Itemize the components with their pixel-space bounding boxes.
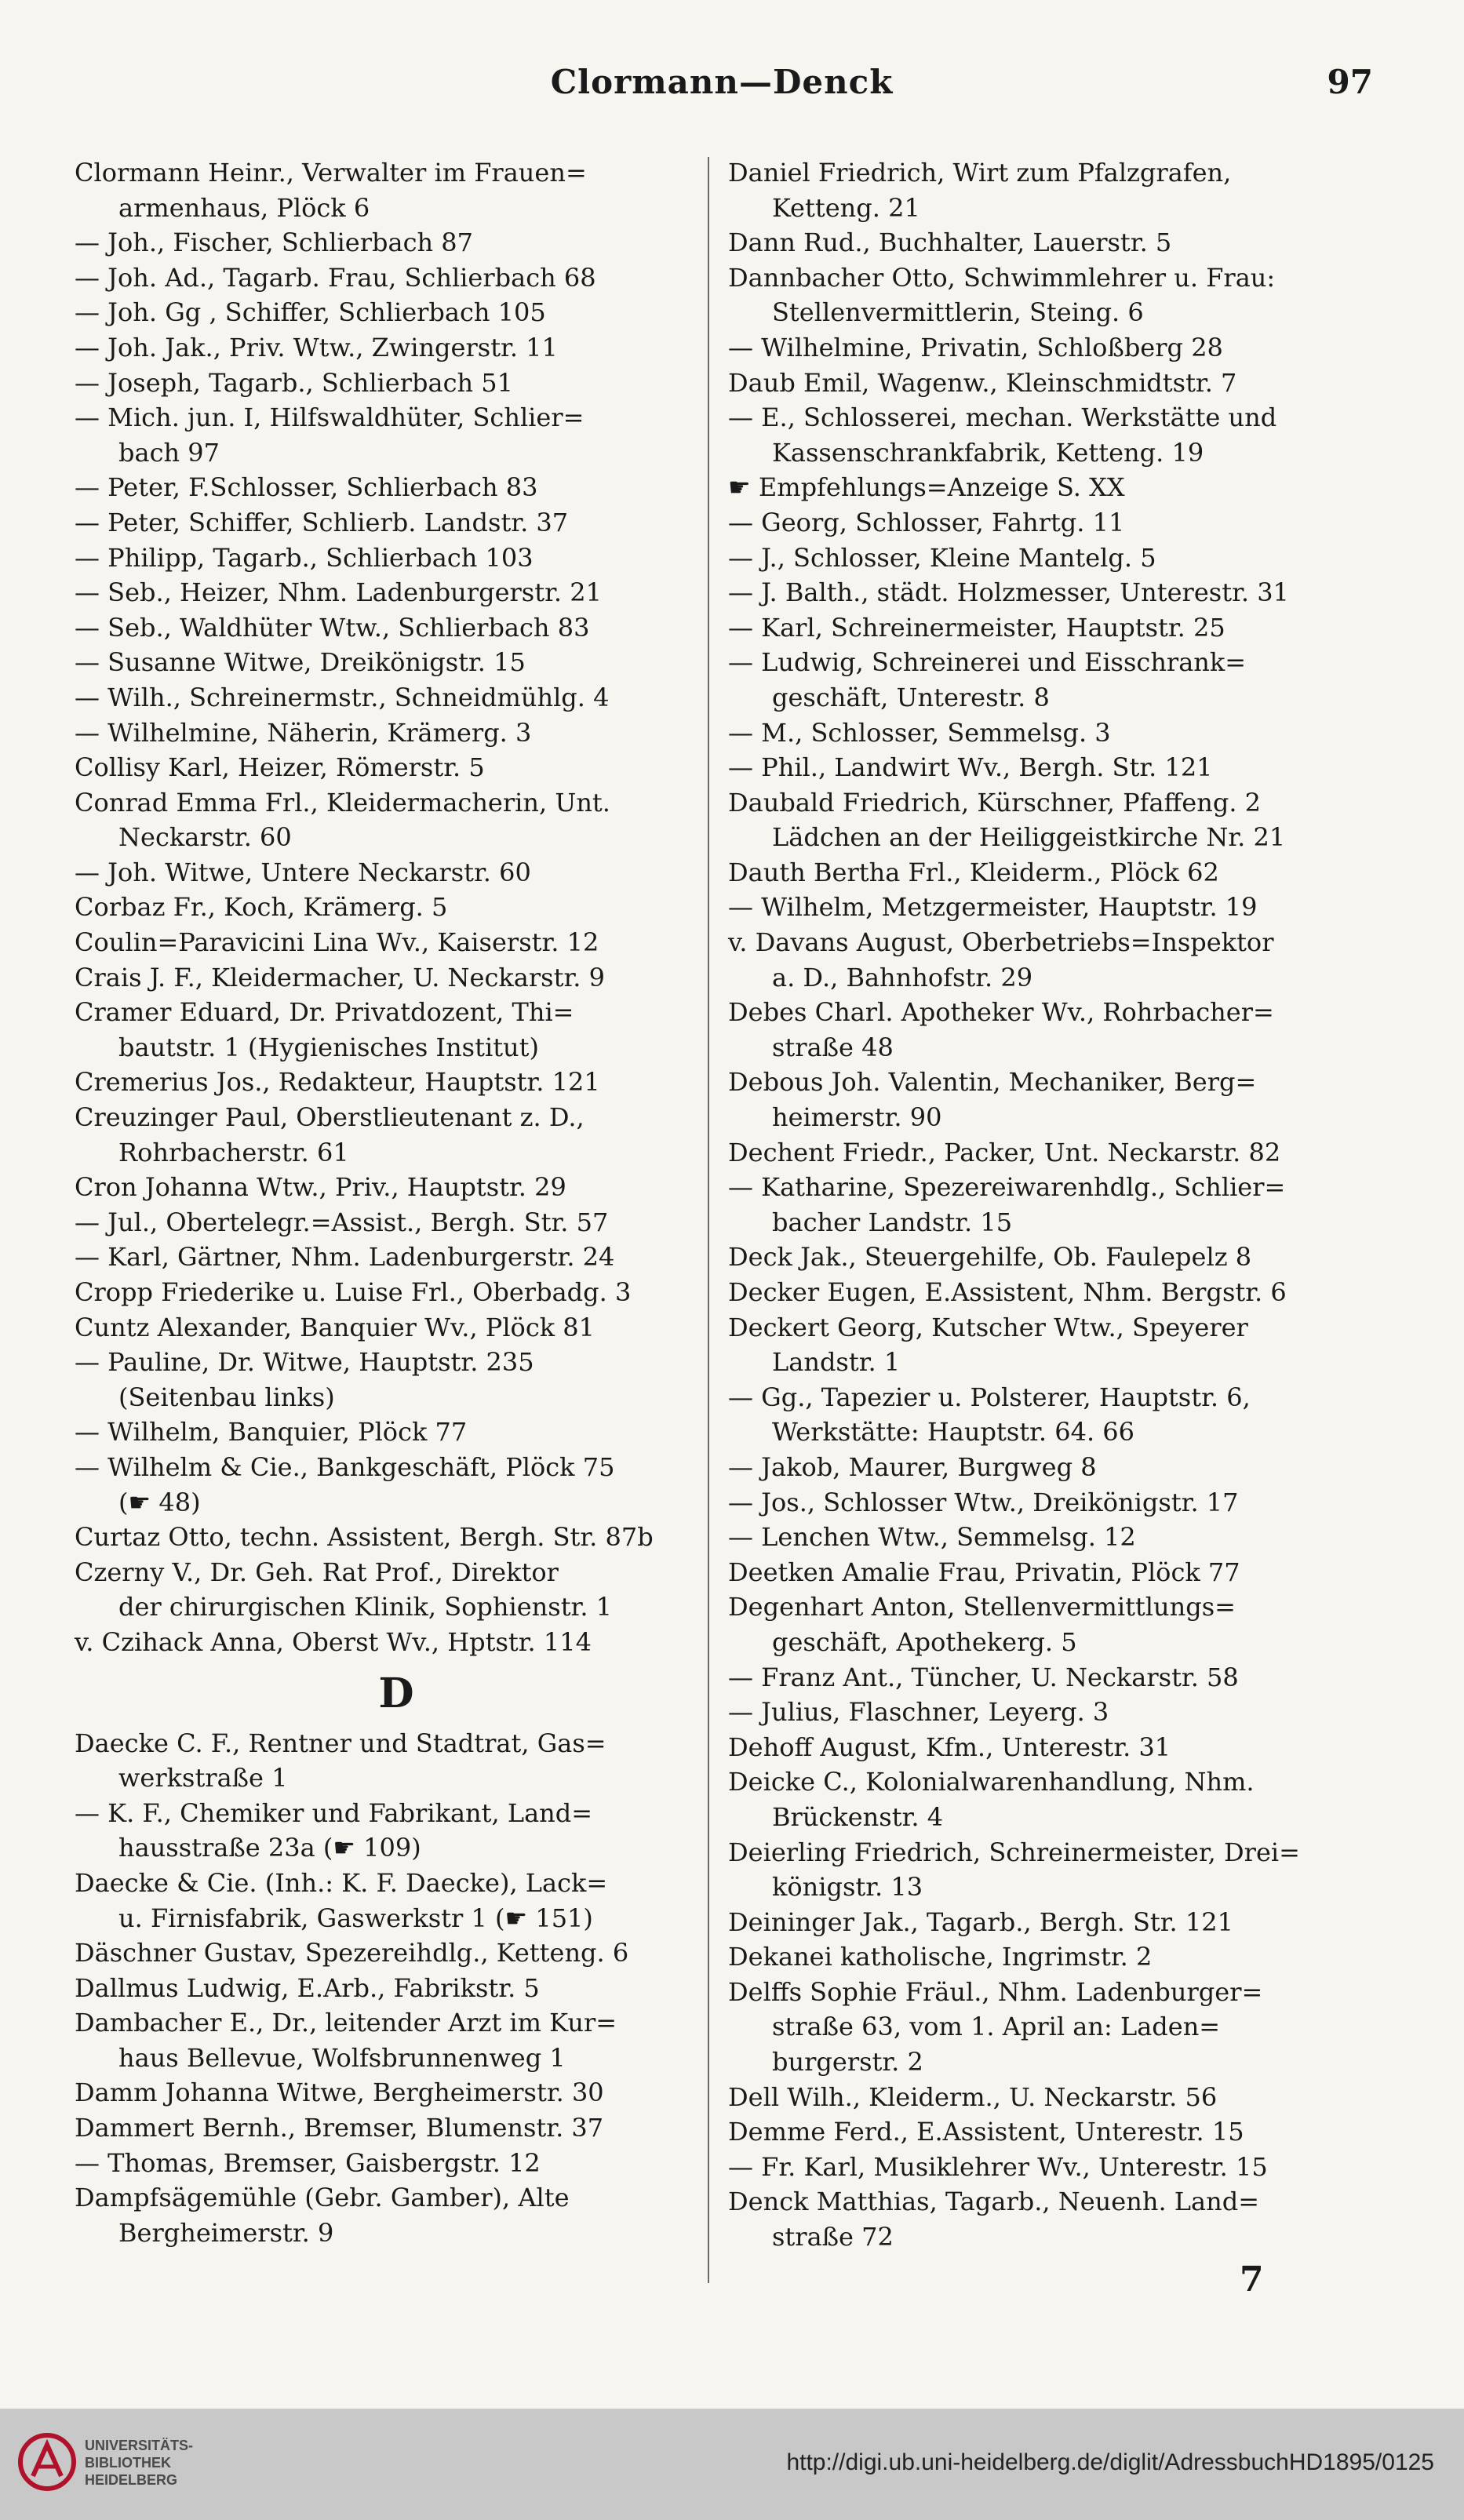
entry-line: — Peter, Schiffer, Schlierb. Landstr. 37 — [75, 507, 569, 537]
directory-entry — [75, 960, 718, 996]
directory-entry — [75, 1866, 718, 1936]
section-letter: D — [378, 1669, 414, 1717]
entry-line: — Phil., Landwirt Wv., Bergh. Str. 121 — [728, 752, 1213, 783]
library-name: UNIVERSITÄTS- BIBLIOTHEK HEIDELBERG — [85, 2438, 194, 2488]
entry-continuation-line: hausstraße 23a (☛ 109) — [118, 1833, 421, 1863]
directory-entry — [728, 1135, 1371, 1171]
entry-line: — J., Schlosser, Kleine Mantelg. 5 — [728, 542, 1156, 573]
entry-continuation-line: königstr. 13 — [772, 1872, 923, 1903]
directory-entry — [728, 1730, 1371, 1765]
entry-line: Dallmus Ludwig, E.Arb., Fabrikstr. 5 — [75, 1972, 540, 2003]
entry-line: Curtaz Otto, techn. Assistent, Bergh. Str. 87b — [75, 1522, 654, 1553]
entry-line: Deininger Jak., Tagarb., Bergh. Str. 121 — [728, 1906, 1233, 1937]
entry-line: — J. Balth., städt. Holzmesser, Unterestr. 31 — [728, 577, 1289, 608]
directory-entry — [728, 225, 1371, 260]
directory-entry — [728, 2184, 1371, 2254]
directory-entry — [728, 1310, 1371, 1380]
entry-continuation-line: Werkstätte: Hauptstr. 64. 66 — [772, 1417, 1134, 1448]
entry-line: — K. F., Chemiker und Fabrikant, Land= — [75, 1797, 593, 1828]
directory-entry — [728, 1835, 1371, 1905]
directory-entry — [75, 1450, 718, 1520]
entry-line: Daecke C. F., Rentner und Stadtrat, Gas= — [75, 1728, 606, 1758]
entry-line: Debous Joh. Valentin, Mechaniker, Berg= — [728, 1067, 1257, 1098]
directory-entry — [75, 1170, 718, 1205]
entry-line: Dannbacher Otto, Schwimmlehrer u. Frau: — [728, 262, 1276, 293]
directory-entry — [75, 400, 718, 470]
directory-entry — [75, 890, 718, 925]
entry-line: Dechent Friedr., Packer, Unt. Neckarstr. 82 — [728, 1137, 1281, 1167]
directory-entry — [728, 1975, 1371, 2080]
entry-line: — Georg, Schlosser, Fahrtg. 11 — [728, 507, 1125, 537]
entry-continuation-line: (☛ 48) — [118, 1487, 201, 1517]
entry-line: Dauth Bertha Frl., Kleiderm., Plöck 62 — [728, 857, 1219, 887]
directory-entry — [728, 400, 1371, 470]
directory-entry — [728, 575, 1371, 610]
directory-entry — [75, 330, 718, 366]
entry-line: — Peter, F.Schlosser, Schlierbach 83 — [75, 472, 538, 503]
directory-entry — [728, 470, 1371, 505]
entry-continuation-line: straße 63, vom 1. April an: Laden= — [772, 2012, 1221, 2042]
directory-entry — [728, 541, 1371, 576]
viewer-footer — [0, 2409, 1464, 2520]
entry-line: Demme Ferd., E.Assistent, Unterestr. 15 — [728, 2117, 1244, 2147]
source-url[interactable]: http://digi.ub.uni-heidelberg.de/diglit/AdressbuchHD1895/0125 — [786, 2449, 1434, 2475]
entry-continuation-line: Kassenschrankfabrik, Ketteng. 19 — [772, 437, 1204, 468]
entry-line: Daub Emil, Wagenw., Kleinschmidtstr. 7 — [728, 367, 1237, 398]
entry-line: v. Czihack Anna, Oberst Wv., Hptstr. 114 — [75, 1626, 592, 1657]
entry-line: — Joh. Jak., Priv. Wtw., Zwingerstr. 11 — [75, 332, 558, 362]
directory-entry — [75, 1100, 718, 1170]
entry-line: Damm Johanna Witwe, Bergheimerstr. 30 — [75, 2078, 604, 2108]
entry-continuation-line: burgerstr. 2 — [772, 2047, 923, 2078]
directory-entry — [75, 1415, 718, 1450]
directory-entry — [728, 2080, 1371, 2115]
entry-line: — Jul., Obertelegr.=Assist., Bergh. Str. 57 — [75, 1207, 609, 1237]
entry-line: Cropp Friederike u. Luise Frl., Oberbadg. 3 — [75, 1277, 632, 1307]
entry-line: ☛ Empfehlungs=Anzeige S. XX — [728, 472, 1125, 503]
entry-line: Clormann Heinr., Verwalter im Frauen= — [75, 158, 587, 188]
entry-line: Daecke & Cie. (Inh.: K. F. Daecke), Lack= — [75, 1867, 608, 1898]
entry-line: — Joh., Fischer, Schlierbach 87 — [75, 228, 473, 258]
entry-continuation-line: armenhaus, Plöck 6 — [118, 192, 370, 223]
directory-entry — [728, 1764, 1371, 1834]
directory-entry — [728, 1905, 1371, 1940]
entry-line: Daniel Friedrich, Wirt zum Pfalzgrafen, — [728, 158, 1232, 188]
entry-continuation-line: Neckarstr. 60 — [118, 822, 292, 853]
directory-entry — [728, 1170, 1371, 1240]
directory-entry — [728, 1380, 1371, 1450]
directory-entry — [75, 1555, 718, 1625]
entry-line: — Jakob, Maurer, Burgweg 8 — [728, 1451, 1097, 1482]
directory-entry — [75, 645, 718, 680]
directory-entry — [75, 1345, 718, 1415]
entry-continuation-line: geschäft, Apothekerg. 5 — [772, 1626, 1077, 1657]
entry-line: Czerny V., Dr. Geh. Rat Prof., Direktor — [75, 1557, 559, 1587]
directory-entry — [728, 785, 1371, 855]
directory-entry — [75, 575, 718, 610]
entry-continuation-line: Rohrbacherstr. 61 — [118, 1137, 349, 1167]
entry-line: Collisy Karl, Heizer, Römerstr. 5 — [75, 752, 485, 783]
entry-continuation-line: Stellenvermittlerin, Steing. 6 — [772, 297, 1144, 328]
directory-entry — [728, 750, 1371, 785]
entry-line: Dekanei katholische, Ingrimstr. 2 — [728, 1942, 1153, 1972]
page-number: 97 — [1327, 63, 1373, 101]
directory-entry — [75, 1726, 718, 1796]
entry-continuation-line: (Seitenbau links) — [118, 1382, 335, 1412]
column-divider — [708, 157, 709, 2283]
directory-entry — [728, 925, 1371, 995]
directory-entry — [728, 1695, 1371, 1730]
entry-line: — Wilh., Schreinermstr., Schneidmühlg. 4 — [75, 682, 610, 712]
entry-line: Coulin=Paravicini Lina Wv., Kaiserstr. 12 — [75, 927, 599, 958]
entry-continuation-line: straße 72 — [772, 2222, 894, 2252]
directory-entry — [75, 680, 718, 716]
directory-entry — [75, 716, 718, 751]
directory-entry — [75, 1275, 718, 1310]
entry-line: Dann Rud., Buchhalter, Lauerstr. 5 — [728, 228, 1172, 258]
directory-entry — [75, 295, 718, 330]
directory-entry — [728, 505, 1371, 541]
entry-line: Cuntz Alexander, Banquier Wv., Plöck 81 — [75, 1312, 595, 1342]
directory-entry — [728, 1660, 1371, 1695]
entry-line: — Joh. Gg , Schiffer, Schlierbach 105 — [75, 297, 546, 328]
entry-line: Conrad Emma Frl., Kleidermacherin, Unt. — [75, 787, 610, 818]
entry-line: Dammert Bernh., Bremser, Blumenstr. 37 — [75, 2113, 604, 2143]
entry-line: Dambacher E., Dr., leitender Arzt im Kur= — [75, 2008, 617, 2038]
directory-entry — [728, 1450, 1371, 1485]
entry-continuation-line: Ketteng. 21 — [772, 192, 920, 223]
library-logo-icon — [16, 2431, 78, 2493]
directory-entry — [75, 785, 718, 855]
entry-line: Deicke C., Kolonialwarenhandlung, Nhm. — [728, 1767, 1255, 1797]
entry-line: — Pauline, Dr. Witwe, Hauptstr. 235 — [75, 1347, 534, 1378]
entry-line: — Karl, Schreinermeister, Hauptstr. 25 — [728, 612, 1225, 643]
entry-line: — Joseph, Tagarb., Schlierbach 51 — [75, 367, 513, 398]
directory-entry — [75, 2075, 718, 2110]
entry-line: — Wilhelm, Banquier, Plöck 77 — [75, 1417, 468, 1448]
running-head: Clormann—Denck — [550, 63, 894, 101]
directory-entry — [728, 645, 1371, 715]
entry-line: — Thomas, Bremser, Gaisbergstr. 12 — [75, 2147, 541, 2178]
entry-line: Cramer Eduard, Dr. Privatdozent, Thi= — [75, 997, 574, 1028]
entry-line: — Jos., Schlosser Wtw., Dreikönigstr. 17 — [728, 1487, 1239, 1517]
entry-line: — Lenchen Wtw., Semmelsg. 12 — [728, 1522, 1136, 1553]
entry-line: — Karl, Gärtner, Nhm. Ladenburgerstr. 24 — [75, 1242, 615, 1273]
directory-entry — [75, 470, 718, 505]
directory-entry — [728, 1939, 1371, 1975]
directory-entry — [728, 155, 1371, 225]
directory-entry — [728, 260, 1371, 330]
entry-continuation-line: Landstr. 1 — [772, 1347, 901, 1378]
entry-line: Deck Jak., Steuergehilfe, Ob. Faulepelz 8 — [728, 1242, 1252, 1273]
directory-entry — [75, 155, 718, 225]
directory-entry — [728, 1555, 1371, 1590]
directory-entry — [75, 2110, 718, 2146]
directory-entry — [75, 1796, 718, 1866]
entry-line: Crais J. F., Kleidermacher, U. Neckarstr. 9 — [75, 962, 605, 992]
entry-line: — Joh. Ad., Tagarb. Frau, Schlierbach 68 — [75, 262, 596, 293]
page-header — [71, 63, 1373, 118]
directory-entry — [75, 1936, 718, 1971]
entry-line: — Wilhelm & Cie., Bankgeschäft, Plöck 75 — [75, 1451, 615, 1482]
directory-entry — [75, 1065, 718, 1100]
directory-entry — [728, 1485, 1371, 1520]
directory-entry — [75, 1971, 718, 2006]
directory-entry — [728, 366, 1371, 401]
entry-continuation-line: geschäft, Unterestr. 8 — [772, 682, 1050, 712]
directory-entry — [728, 1065, 1371, 1134]
entry-continuation-line: haus Bellevue, Wolfsbrunnenweg 1 — [118, 2042, 566, 2073]
directory-entry — [75, 610, 718, 646]
entry-continuation-line: Bergheimerstr. 9 — [118, 2217, 334, 2248]
entry-line: — Mich. jun. I, Hilfswaldhüter, Schlier= — [75, 402, 585, 433]
entry-line: Delffs Sophie Fräul., Nhm. Ladenburger= — [728, 1976, 1263, 2007]
signature-mark: 7 — [1240, 2260, 1264, 2300]
entry-line: Deckert Georg, Kutscher Wtw., Speyerer — [728, 1312, 1248, 1342]
directory-entry — [75, 2146, 718, 2181]
entry-continuation-line: u. Firnisfabrik, Gaswerkstr 1 (☛ 151) — [118, 1903, 593, 1933]
entry-line: — Ludwig, Schreinerei und Eisschrank= — [728, 647, 1247, 678]
entry-line: — Seb., Heizer, Nhm. Ladenburgerstr. 21 — [75, 577, 602, 608]
entry-line: Cron Johanna Wtw., Priv., Hauptstr. 29 — [75, 1172, 566, 1203]
directory-entry — [728, 890, 1371, 925]
entry-line: Deetken Amalie Frau, Privatin, Plöck 77 — [728, 1557, 1240, 1587]
entry-continuation-line: bacher Landstr. 15 — [772, 1207, 1013, 1237]
entry-line: Debes Charl. Apotheker Wv., Rohrbacher= — [728, 997, 1274, 1028]
entry-line: — Gg., Tapezier u. Polsterer, Hauptstr. 6, — [728, 1382, 1251, 1412]
directory-entry — [75, 260, 718, 296]
directory-entry — [75, 541, 718, 576]
entry-continuation-line: heimerstr. 90 — [772, 1102, 942, 1133]
entry-line: — Wilhelmine, Näherin, Krämerg. 3 — [75, 717, 532, 748]
entry-continuation-line: werkstraße 1 — [118, 1763, 288, 1793]
directory-entry — [75, 225, 718, 260]
entry-line: Dehoff August, Kfm., Unterestr. 31 — [728, 1732, 1171, 1762]
entry-line: — Wilhelm, Metzgermeister, Hauptstr. 19 — [728, 892, 1258, 923]
directory-entry — [728, 1520, 1371, 1555]
entry-line: Cremerius Jos., Redakteur, Hauptstr. 121 — [75, 1067, 600, 1098]
entry-line: Daubald Friedrich, Kürschner, Pfaffeng. 2 — [728, 787, 1262, 818]
entry-line: Creuzinger Paul, Oberstlieutenant z. D., — [75, 1102, 585, 1133]
entry-line: — E., Schlosserei, mechan. Werkstätte und — [728, 402, 1277, 433]
entry-continuation-line: bach 97 — [118, 437, 220, 468]
entry-continuation-line: bautstr. 1 (Hygienisches Institut) — [118, 1032, 539, 1062]
directory-entry — [728, 1590, 1371, 1659]
directory-entry — [728, 2114, 1371, 2150]
entry-line: Dampfsägemühle (Gebr. Gamber), Alte — [75, 2183, 570, 2213]
directory-entry — [75, 1240, 718, 1275]
directory-entry — [728, 1275, 1371, 1310]
entry-line: Däschner Gustav, Spezereihdlg., Ketteng. 6 — [75, 1938, 629, 1968]
directory-entry — [75, 1520, 718, 1555]
entry-line: — Seb., Waldhüter Wtw., Schlierbach 83 — [75, 612, 590, 643]
entry-line: Corbaz Fr., Koch, Krämerg. 5 — [75, 892, 448, 923]
directory-entry — [75, 925, 718, 960]
entry-line: Denck Matthias, Tagarb., Neuenh. Land= — [728, 2187, 1260, 2217]
directory-entry — [75, 2180, 718, 2250]
directory-entry — [75, 2005, 718, 2075]
left-column — [75, 155, 718, 2250]
entry-line: — Katharine, Spezereiwarenhdlg., Schlier= — [728, 1172, 1286, 1203]
directory-entry — [75, 1625, 718, 1660]
entry-line: — Philipp, Tagarb., Schlierbach 103 — [75, 542, 534, 573]
entry-line: Deierling Friedrich, Schreinermeister, Drei= — [728, 1837, 1300, 1867]
directory-entry — [728, 2150, 1371, 2185]
entry-line: — Franz Ant., Tüncher, U. Neckarstr. 58 — [728, 1662, 1239, 1692]
right-column — [728, 155, 1371, 2255]
entry-line: v. Davans August, Oberbetriebs=Inspektor — [728, 927, 1274, 958]
directory-entry — [728, 855, 1371, 890]
directory-entry — [728, 1240, 1371, 1275]
entry-continuation-line: Brückenstr. 4 — [772, 1801, 944, 1832]
directory-entry — [75, 995, 718, 1065]
directory-entry — [728, 330, 1371, 366]
entry-line: — Fr. Karl, Musiklehrer Wv., Unterestr. 15 — [728, 2151, 1268, 2182]
entry-line: — Joh. Witwe, Untere Neckarstr. 60 — [75, 857, 531, 887]
directory-entry — [75, 1310, 718, 1346]
entry-line: Degenhart Anton, Stellenvermittlungs= — [728, 1592, 1236, 1622]
directory-entry — [728, 995, 1371, 1065]
directory-entry — [728, 716, 1371, 751]
directory-entry — [75, 750, 718, 785]
directory-entry — [75, 505, 718, 541]
entry-continuation-line: Lädchen an der Heiliggeistkirche Nr. 21 — [772, 822, 1286, 853]
entry-line: — Susanne Witwe, Dreikönigstr. 15 — [75, 647, 526, 678]
entry-continuation-line: straße 48 — [772, 1032, 894, 1062]
directory-entry — [728, 610, 1371, 646]
entry-line: — M., Schlosser, Semmelsg. 3 — [728, 717, 1111, 748]
directory-entry — [75, 855, 718, 890]
entry-continuation-line: der chirurgischen Klinik, Sophienstr. 1 — [118, 1592, 613, 1622]
entry-line: — Julius, Flaschner, Leyerg. 3 — [728, 1697, 1109, 1728]
entry-continuation-line: a. D., Bahnhofstr. 29 — [772, 962, 1033, 992]
directory-entry — [75, 366, 718, 401]
directory-entry — [75, 1205, 718, 1240]
entry-line: Dell Wilh., Kleiderm., U. Neckarstr. 56 — [728, 2081, 1218, 2112]
entry-line: Decker Eugen, E.Assistent, Nhm. Bergstr. 6 — [728, 1277, 1287, 1307]
entry-line: — Wilhelmine, Privatin, Schloßberg 28 — [728, 332, 1223, 362]
